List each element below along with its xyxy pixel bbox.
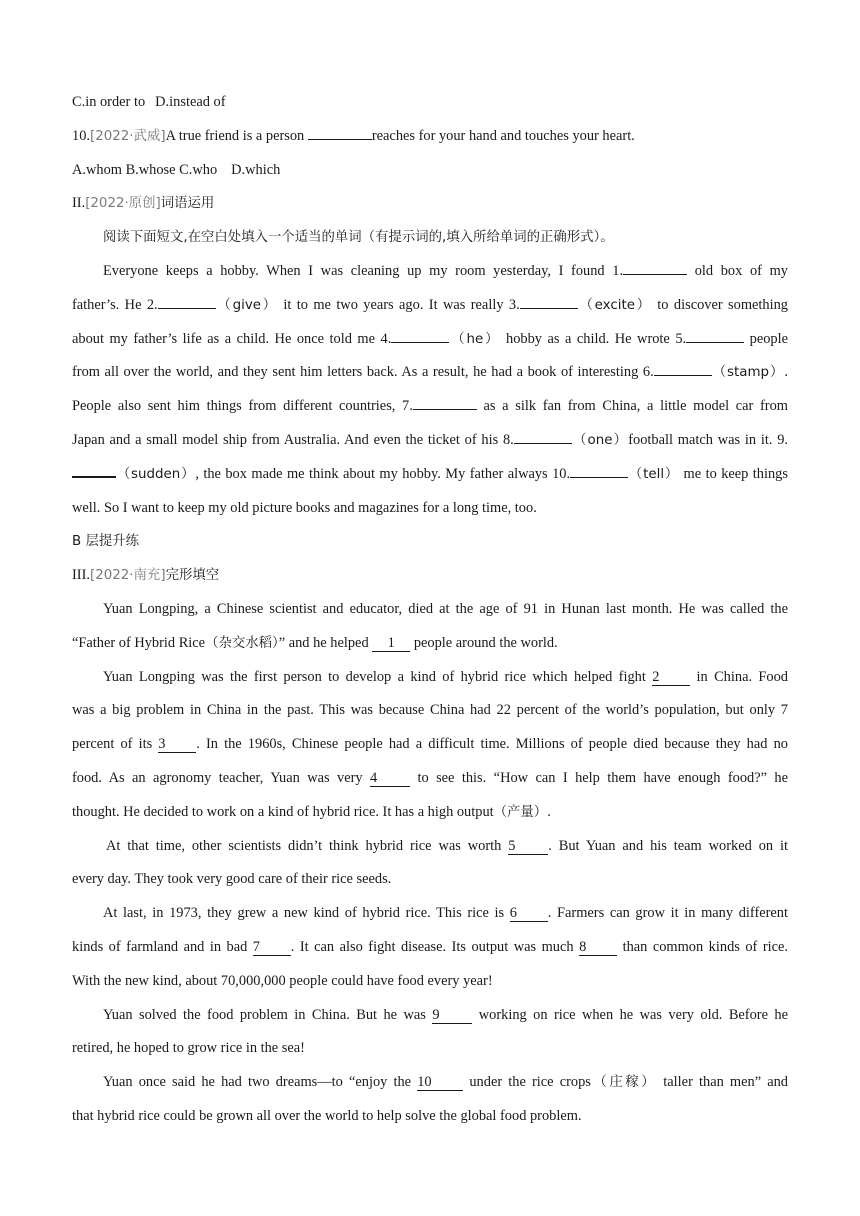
answer-blank: [391, 326, 449, 343]
passage-line: Yuan solved the food problem in China. But he was 9 working on rice when he was very old. Before he: [103, 1006, 788, 1023]
option-a: A.whom: [72, 161, 122, 178]
passage-line: Yuan Longping was the first person to develop a kind of hybrid rice which helped fight 2 in China. Food: [103, 668, 788, 685]
answer-blank: [158, 292, 216, 309]
cloze-blank: 1: [372, 635, 410, 652]
passage-line: father’s. He 2. （give） it to me two years ago. It was really 3. （excite） to discover something: [72, 289, 788, 323]
hint-word: （one）: [571, 432, 629, 448]
cloze-blank: 6: [510, 905, 548, 922]
answer-blank: [308, 123, 372, 140]
passage-line: At last, in 1973, they grew a new kind of hybrid rice. This rice is 6 . Farmers can grow it in many different: [103, 905, 788, 922]
option-d: D.which: [231, 161, 281, 178]
answer-blank: [413, 393, 477, 410]
passage-line: Yuan once said he had two dreams—to “enjoy the 10 under the rice crops（庄稼） taller than men” and: [103, 1074, 788, 1091]
cloze-blank: 3: [158, 736, 196, 753]
answer-blank: [570, 461, 628, 478]
level-heading: B 层提升练: [72, 534, 140, 550]
section-title: 完形填空: [165, 568, 220, 584]
passage-line: Everyone keeps a hobby. When I was cleaning up my room yesterday, I found 1. old box of my: [72, 255, 788, 289]
cloze-blank: 7: [253, 939, 291, 956]
option-c: C.who: [179, 161, 218, 178]
passage-line: Yuan Longping, a Chinese scientist and educator, died at the age of 91 in Hunan last month. He was called the: [103, 600, 788, 617]
question-9-options-cd: [72, 86, 788, 120]
option-b: B.whose: [125, 161, 176, 178]
hint-word: （excite）: [577, 297, 652, 313]
hint-word: （give）: [215, 297, 278, 313]
passage-line: “Father of Hybrid Rice（杂交水稻）” and he helped 1 people around the world.: [72, 634, 558, 651]
hint-word: （he）: [449, 331, 501, 347]
source-tag: [2022·原创]: [85, 196, 161, 212]
document-page: [72, 86, 788, 1134]
answer-blank: [514, 427, 572, 444]
section-title: 词语运用: [160, 196, 215, 212]
passage-line: every day. They took very good care of their rice seeds.: [72, 871, 392, 888]
passage-line: from all over the world, and they sent him letters back. As a result, he had a book of interesting 6. （stamp）.: [72, 356, 788, 390]
hint-word: （tell）: [628, 466, 680, 482]
instruction: 阅读下面短文,在空白处填入一个适当的单词（有提示词的,填入所给单词的正确形式）。: [103, 230, 614, 246]
question-10: 10.[2022·武威]A true friend is a person reaches for your hand and touches your heart.: [72, 120, 788, 154]
passage-line: kinds of farmland and in bad 7 . It can also fight disease. Its output was much 8 than common kinds of rice.: [72, 938, 788, 955]
section-heading: III.[2022·南充]完形填空: [72, 567, 220, 584]
option-c: C.in order to: [72, 94, 146, 110]
passage-line: thought. He decided to work on a kind of hybrid rice. It has a high output（产量）.: [72, 803, 551, 820]
answer-blank: [654, 359, 712, 376]
answer-blank: [686, 326, 744, 343]
hint-word: （stamp）: [711, 365, 785, 381]
passage-line: percent of its 3 . In the 1960s, Chinese people had a difficult time. Millions of people died because they had no: [72, 736, 788, 753]
passage-line: was a big problem in China in the past. This was because China had 22 percent of the world’s population, but only 7: [72, 702, 788, 719]
cloze-blank: 5: [508, 838, 548, 855]
section-heading: II.[2022·原创]词语运用: [72, 195, 215, 212]
cloze-blank: 10: [417, 1074, 463, 1091]
cloze-blank: 8: [579, 939, 617, 956]
passage-line: With the new kind, about 70,000,000 people could have food every year!: [72, 972, 493, 989]
source-tag: [2022·武威]: [90, 128, 166, 144]
passage-line: At that time, other scientists didn’t think hybrid rice was worth 5 . But Yuan and his team worked on it: [106, 837, 788, 854]
passage-line: People also sent him things from different countries, 7. as a silk fan from China, a little model car from: [72, 390, 788, 424]
passage-line: Japan and a small model ship from Australia. And even the ticket of his 8. （one）football match was in it. 9.: [72, 424, 788, 458]
option-d: D.instead of: [155, 94, 226, 110]
answer-blank: [520, 292, 578, 309]
cloze-blank: 9: [432, 1007, 472, 1024]
source-tag: [2022·南充]: [89, 568, 166, 584]
answer-blank: [72, 460, 116, 478]
passage-line: retired, he hoped to grow rice in the sea!: [72, 1040, 305, 1057]
cloze-blank: 4: [370, 770, 410, 787]
passage-line: （sudden）, the box made me think about my hobby. My father always 10. （tell） me to keep things: [72, 458, 788, 492]
answer-blank: [623, 258, 687, 275]
passage-line: well. So I want to keep my old picture books and magazines for a long time, too.: [72, 499, 537, 516]
passage-line: about my father’s life as a child. He once told me 4. （he） hobby as a child. He wrote 5. people: [72, 323, 788, 357]
passage-line: that hybrid rice could be grown all over the world to help solve the global food problem.: [72, 1107, 582, 1124]
hint-word: （sudden）: [116, 466, 196, 482]
question-10-options: [72, 154, 788, 188]
cloze-blank: 2: [652, 669, 690, 686]
passage-line: food. As an agronomy teacher, Yuan was very 4 to see this. “How can I help them have enough food?” he: [72, 769, 788, 786]
